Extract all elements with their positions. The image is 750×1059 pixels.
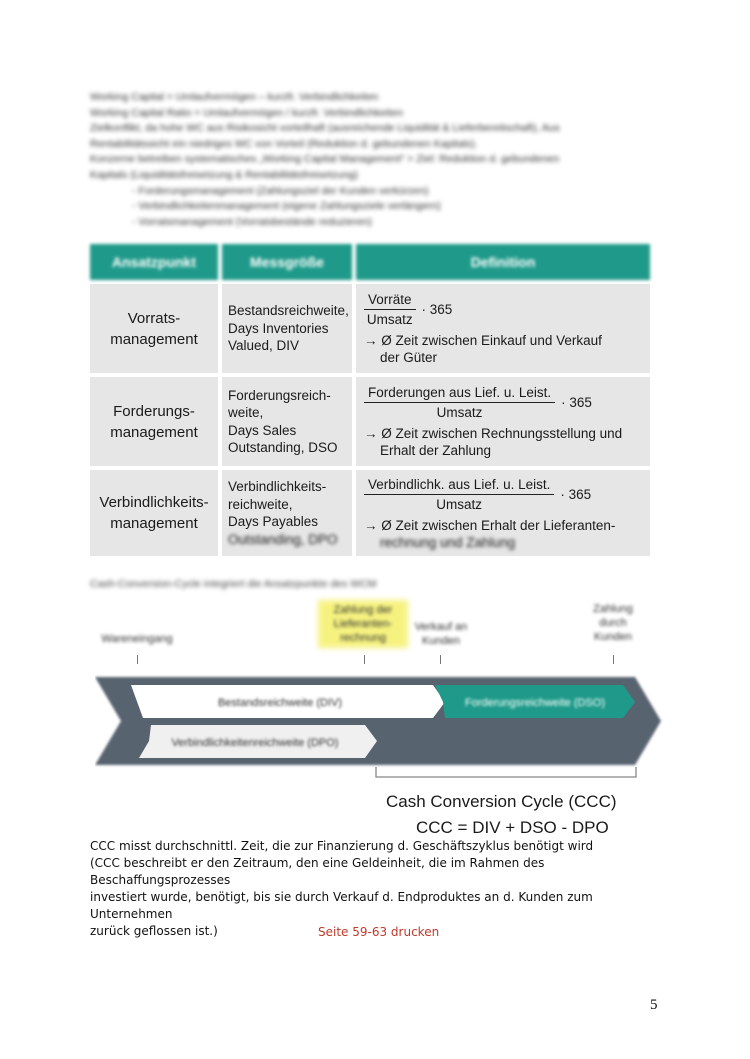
event-line: Zahlung (593, 603, 633, 615)
event-line: Zahlung der (333, 604, 393, 616)
ccc-intro-text: Cash-Conversion-Cycle integriert die Ansatzpunkte des WCM (90, 578, 377, 590)
cell-messgroesse (222, 470, 352, 556)
ccc-title: Cash Conversion Cycle (CCC) (386, 792, 617, 811)
header-ansatzpunkt: Ansatzpunkt (90, 244, 218, 280)
denominator: Umsatz (366, 312, 413, 327)
definition-line: Erhalt der Zahlung (380, 443, 492, 458)
cell-definition (356, 377, 650, 466)
factor: · 365 (561, 395, 592, 410)
bar-dso-label: Forderungsreichweite (DSO) (465, 697, 605, 709)
ansatzpunkt-line: management (110, 423, 198, 441)
messgroesse-line: Days Inventories (228, 320, 329, 336)
ccc-formula: CCC = DIV + DSO - DPO (416, 818, 609, 837)
ansatzpunkt-line: management (110, 515, 198, 532)
definition-line: → Ø Zeit zwischen Erhalt der Lieferanten- (364, 517, 616, 533)
bar-dpo-label: Verbindlichkeitenreichweite (DPO) (171, 737, 339, 749)
bar-div-label: Bestandsreichweite (DIV) (217, 697, 343, 709)
table-row (90, 470, 650, 556)
event-wareneingang: Wareneingang (101, 633, 173, 645)
factor: · 365 (560, 486, 592, 502)
table-header-row (90, 244, 650, 280)
bracket-line (376, 767, 636, 777)
messgroesse-line: Days Sales (228, 422, 297, 438)
explanation-line: investiert wurde, benötigt, bis sie durch Verkauf d. Endproduktes an d. Kunden zum Unternehmen (90, 890, 593, 921)
numerator: Verbindlichk. aus Lief. u. Leist. (364, 476, 554, 495)
cell-definition (356, 284, 650, 373)
messgroesse-line: Verbindlichkeits- (228, 479, 327, 494)
formula (364, 384, 650, 421)
timeline-tick (137, 655, 138, 664)
cell-ansatzpunkt (90, 377, 218, 466)
timeline-tick (613, 655, 614, 664)
formula (364, 476, 650, 513)
cell-definition (356, 470, 650, 556)
fraction (364, 291, 416, 328)
formula (364, 291, 650, 328)
messgroesse-line: Bestandsreichweite, (228, 303, 349, 319)
definition-line: der Güter (380, 350, 438, 365)
ansatzpunkt-line: management (110, 330, 198, 348)
intro-bullet: - Verbindlichkeitenmanagement (eigene Zahlungsziele verlängern) (132, 200, 441, 213)
intro-bullet: - Vorratsmanagement (Vorratsbestände reduzieren) (132, 215, 372, 228)
intro-bullet: - Forderungsmanagement (Zahlungsziel der Kunden verkürzen) (132, 184, 429, 197)
page-number: 5 (650, 997, 658, 1013)
definition-line: → Ø Zeit zwischen Einkauf und Verkauf (364, 333, 602, 348)
intro-line: Kapitals (Liquiditätsfreisetzung & Rentabilitätsfreisetzung) (90, 168, 358, 181)
messgroesse-line: Days Payables (228, 514, 319, 529)
event-zahlung-lieferant (312, 603, 414, 645)
timeline-tick (364, 655, 365, 664)
event-verkauf (405, 620, 477, 648)
intro-line: Working Capital Ratio = Umlaufvermögen / kurzfr. Verbindlichkeiten (90, 106, 403, 119)
ccc-chevron-diagram (95, 673, 670, 773)
explanation-line: CCC misst durchschnittl. Zeit, die zur Finanzierung d. Geschäftszyklus benötigt wird (90, 839, 594, 853)
numerator: Forderungen aus Lief. u. Leist. (364, 384, 555, 403)
event-zahlung-kunde (578, 602, 648, 644)
event-line: Lieferanten- (333, 618, 393, 630)
ansatzpunkt-line: Vorrats- (127, 309, 181, 327)
cell-ansatzpunkt (90, 470, 218, 556)
event-line: Kunden (422, 635, 460, 647)
messgroesse-line: Outstanding, DSO (228, 440, 338, 455)
header-messgroesse: Messgröße (222, 244, 352, 280)
factor: · 365 (421, 302, 453, 317)
event-line: Kunden (594, 631, 632, 643)
explanation-line: zurück geflossen ist.) (90, 924, 218, 938)
print-note: Seite 59-63 drucken (318, 925, 440, 939)
definition-line: → Ø Zeit zwischen Rechnungsstellung und (364, 426, 623, 441)
intro-line: Working Capital = Umlaufvermögen – kurzfr. Verbindlichkeiten (90, 91, 379, 103)
explanation-line: (CCC beschreibt er den Zeitraum, den eine Geldeinheit, die im Rahmen des Beschaffungsprozesses (90, 856, 545, 887)
header-definition: Definition (356, 244, 650, 280)
definition-line: rechnung und Zahlung (380, 534, 516, 550)
denominator: Umsatz (436, 496, 483, 512)
ansatzpunkt-line: Verbindlichkeits- (99, 494, 209, 511)
numerator: Vorräte (364, 291, 416, 310)
messgroesse-line: reichweite, (228, 496, 293, 512)
event-line: durch (599, 617, 627, 629)
intro-line: Zielkonflikt, da hohe WC aus Risikosicht vorteilhaft (ausreichende Liquidität & Lieferbereitschaft), Aus (90, 122, 560, 135)
table-row (90, 377, 650, 466)
event-line: rechnung (340, 632, 386, 644)
messgroesse-line: Valued, DIV (228, 338, 300, 354)
intro-line: Konzerne betreiben systematisches „Working Capital Management“ > Ziel: Reduktion d. gebundenen (90, 153, 560, 166)
cell-messgroesse (222, 284, 352, 373)
messgroesse-line: Forderungsreich- (228, 387, 331, 403)
fraction (364, 476, 554, 513)
event-line: Verkauf an (414, 621, 468, 633)
table-row (90, 284, 650, 373)
timeline-tick (440, 655, 441, 664)
ansatzpunkt-line: Forderungs- (113, 402, 195, 420)
intro-line: Rentabilitätssicht ein niedriges WC von Vorteil (Reduktion d. gebundenen Kapitals). (90, 137, 478, 150)
cell-ansatzpunkt (90, 284, 218, 373)
fraction (364, 384, 555, 421)
ccc-bracket (372, 765, 642, 785)
messgroesse-line: Outstanding, DPO (228, 531, 338, 547)
denominator: Umsatz (436, 405, 483, 420)
wcm-table (86, 240, 654, 560)
intro-text-block (90, 90, 670, 230)
messgroesse-line: weite, (228, 405, 264, 420)
cell-messgroesse (222, 377, 352, 466)
